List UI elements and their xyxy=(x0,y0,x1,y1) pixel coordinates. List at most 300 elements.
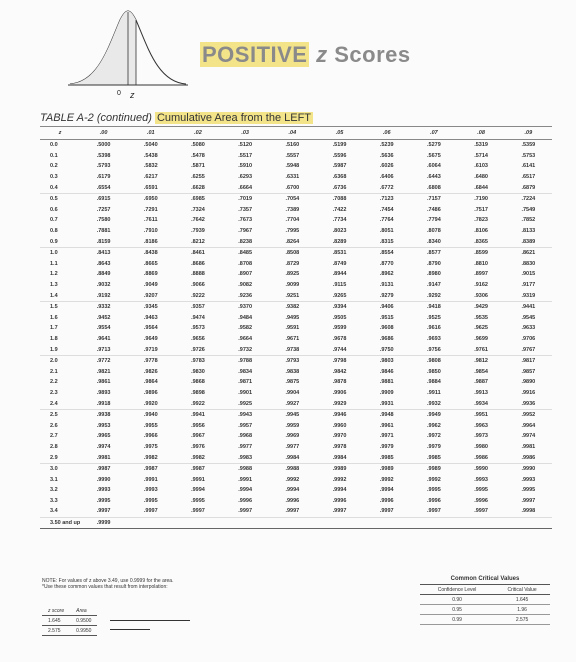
area-cell: .8508 xyxy=(285,250,300,257)
area-cell: .9761 xyxy=(458,344,505,355)
table-row xyxy=(40,431,552,442)
area-cell: .9332 xyxy=(96,304,111,311)
area-cell: .9846 xyxy=(379,368,394,375)
area-cell xyxy=(316,517,363,529)
z-value-cell: 0.7 xyxy=(50,217,58,224)
column-header: .04 xyxy=(269,127,316,140)
area-cell: .8621 xyxy=(521,250,536,257)
area-cell: .9934 xyxy=(458,398,505,409)
area-cell: .9222 xyxy=(174,290,221,301)
area-cell: .9936 xyxy=(505,398,552,409)
area-cell: .9997 xyxy=(363,506,410,517)
table-row xyxy=(40,236,552,247)
area-cell: .8708 xyxy=(238,260,253,267)
area-cell: .9925 xyxy=(222,398,269,409)
area-cell: .8340 xyxy=(410,236,457,247)
z-value-cell: 2.9 xyxy=(40,452,80,463)
area-cell: .9279 xyxy=(363,290,410,301)
area-cell: .5987 xyxy=(332,163,347,170)
area-cell: .9979 xyxy=(379,443,394,450)
area-cell: .8869 xyxy=(143,271,158,278)
area-cell: .9971 xyxy=(379,433,394,440)
area-cell xyxy=(127,517,174,529)
heading-z: z xyxy=(316,42,328,67)
interp-cell: 0.9500 xyxy=(70,616,97,626)
area-cell: .9941 xyxy=(191,412,205,419)
area-cell: .9554 xyxy=(96,325,111,332)
area-cell: .9995 xyxy=(521,487,536,494)
note-line-1: NOTE: For values of z above 3.49, use 0.9999 for the area. xyxy=(42,578,174,584)
area-cell: .5636 xyxy=(379,152,394,159)
area-cell: .8686 xyxy=(191,260,205,267)
area-cell: .7054 xyxy=(285,196,300,203)
area-cell: .9916 xyxy=(521,389,536,396)
area-cell: .8186 xyxy=(127,236,174,247)
area-cell: .7852 xyxy=(521,217,536,224)
area-cell: .9951 xyxy=(474,412,488,419)
area-cell xyxy=(410,517,457,529)
z-value-cell: 2.3 xyxy=(50,389,58,396)
critical-values-table xyxy=(420,584,550,625)
area-cell: .7357 xyxy=(238,206,253,213)
area-cell: .8315 xyxy=(363,236,410,247)
ccv-row xyxy=(420,605,550,615)
area-cell: .8413 xyxy=(96,250,111,257)
area-cell: .6808 xyxy=(410,182,457,193)
area-cell: .9162 xyxy=(474,282,488,289)
area-cell: .6772 xyxy=(363,182,410,193)
table-row xyxy=(40,313,552,324)
area-cell: .5000 xyxy=(96,142,111,149)
area-cell: .9949 xyxy=(427,412,441,419)
area-cell: .8849 xyxy=(96,271,111,278)
column-header: .03 xyxy=(222,127,269,140)
area-cell: .7019 xyxy=(238,196,253,203)
area-cell: .8980 xyxy=(427,271,441,278)
area-cell: .9984 xyxy=(316,452,363,463)
column-header: .08 xyxy=(458,127,505,140)
area-cell: .9767 xyxy=(505,344,552,355)
area-cell: .9484 xyxy=(238,314,253,321)
area-cell: .9959 xyxy=(285,422,300,429)
table-row xyxy=(40,140,552,151)
z-value-cell: 2.4 xyxy=(40,398,80,409)
area-cell: .9988 xyxy=(238,466,253,473)
area-cell: .9573 xyxy=(191,325,205,332)
area-cell: .7580 xyxy=(96,217,111,224)
area-cell: .9909 xyxy=(379,389,394,396)
area-cell: .9875 xyxy=(285,379,300,386)
z-value-cell: 1.3 xyxy=(50,282,58,289)
area-cell: .9974 xyxy=(521,433,536,440)
area-cell: .9997 xyxy=(127,506,174,517)
table-row xyxy=(40,226,552,237)
z-table-header-row xyxy=(40,127,552,140)
column-header: .00 xyxy=(80,127,127,140)
area-cell: .8770 xyxy=(379,260,394,267)
area-cell: .7939 xyxy=(191,228,205,235)
note-line-2: *Use these common values that result from interpolation: xyxy=(42,584,168,590)
table-row xyxy=(40,452,552,463)
area-cell: .9441 xyxy=(521,304,536,311)
area-cell: .8365 xyxy=(458,236,505,247)
area-cell: .9931 xyxy=(363,398,410,409)
area-cell: .9686 xyxy=(379,335,394,342)
area-cell: .8554 xyxy=(379,250,394,257)
area-cell: .6293 xyxy=(238,174,253,181)
area-cell: .9236 xyxy=(222,290,269,301)
z-value-cell: 3.1 xyxy=(50,476,58,483)
z-value-cell: 2.1 xyxy=(50,368,58,375)
area-cell: .7764 xyxy=(379,217,394,224)
z-value-cell: 1.7 xyxy=(50,325,58,332)
area-cell: .9896 xyxy=(143,389,158,396)
area-cell: .6879 xyxy=(505,182,552,193)
area-cell: .9996 xyxy=(379,497,394,504)
area-cell: .9649 xyxy=(143,335,158,342)
area-cell: .7517 xyxy=(474,206,488,213)
area-cell: .9633 xyxy=(521,325,536,332)
table-row xyxy=(40,506,552,517)
area-cell: .7611 xyxy=(144,217,158,224)
z-value-cell: 3.0 xyxy=(50,466,58,473)
interp-cell: 1.645 xyxy=(42,616,70,626)
area-cell: .7549 xyxy=(521,206,536,213)
table-row xyxy=(40,323,552,334)
area-cell: .9966 xyxy=(143,433,158,440)
table-row xyxy=(40,280,552,291)
area-cell: .5319 xyxy=(474,142,488,149)
area-cell: .7642 xyxy=(191,217,205,224)
area-cell: .9887 xyxy=(474,379,488,386)
ccv-row xyxy=(420,615,550,625)
area-cell: .5239 xyxy=(379,142,394,149)
area-cell: .9207 xyxy=(127,290,174,301)
area-cell: .9998 xyxy=(505,506,552,517)
area-cell: .8289 xyxy=(316,236,363,247)
area-cell: .9995 xyxy=(427,487,441,494)
area-cell: .9993 xyxy=(143,487,158,494)
area-cell: .9656 xyxy=(191,335,205,342)
area-cell: .9854 xyxy=(474,368,488,375)
z-value-cell: 0.9 xyxy=(40,236,80,247)
area-cell: .6443 xyxy=(427,174,441,181)
table-row xyxy=(40,151,552,162)
area-cell: .7088 xyxy=(332,196,347,203)
area-cell: .6700 xyxy=(269,182,316,193)
area-cell: .9982 xyxy=(174,452,221,463)
area-cell: .9357 xyxy=(191,304,205,311)
area-cell: .8461 xyxy=(191,250,205,257)
area-cell: .8907 xyxy=(238,271,253,278)
area-cell: .9960 xyxy=(332,422,347,429)
area-cell: .9452 xyxy=(96,314,111,321)
area-cell: .8729 xyxy=(285,260,300,267)
area-cell: .9564 xyxy=(143,325,158,332)
table-row xyxy=(40,344,552,355)
ccv-header-critical: Critical Value xyxy=(494,585,550,595)
area-cell: .9922 xyxy=(174,398,221,409)
area-cell: .9977 xyxy=(238,443,253,450)
area-cell: .9956 xyxy=(191,422,205,429)
area-cell: .9884 xyxy=(427,379,441,386)
area-cell: .9992 xyxy=(285,476,300,483)
area-cell: .8264 xyxy=(269,236,316,247)
area-cell: .9996 xyxy=(427,497,441,504)
area-cell: .8962 xyxy=(379,271,394,278)
ccv-cell: 2.575 xyxy=(494,615,550,625)
area-cell: .9608 xyxy=(379,325,394,332)
area-cell: .6217 xyxy=(143,174,158,181)
area-cell: .5596 xyxy=(332,152,347,159)
table-title-highlight: Cumulative Area from the LEFT xyxy=(156,112,312,124)
area-cell: .9994 xyxy=(285,487,300,494)
area-cell: .5080 xyxy=(191,142,205,149)
area-cell: .9406 xyxy=(379,304,394,311)
z-value-cell: 1.8 xyxy=(50,335,58,342)
area-cell: .7291 xyxy=(143,206,158,213)
table-row xyxy=(40,172,552,183)
area-cell: .7454 xyxy=(379,206,394,213)
area-cell: .7673 xyxy=(238,217,253,224)
interp-row xyxy=(42,626,97,636)
area-cell: .9878 xyxy=(332,379,347,386)
area-cell: .9177 xyxy=(521,282,536,289)
area-cell: .9495 xyxy=(285,314,300,321)
ccv-cell: 1.645 xyxy=(494,595,550,605)
area-cell: .9973 xyxy=(474,433,488,440)
area-cell: .8944 xyxy=(332,271,347,278)
area-cell: .5557 xyxy=(285,152,300,159)
area-cell: .8599 xyxy=(474,250,488,257)
area-cell: .9082 xyxy=(238,282,253,289)
table-row xyxy=(40,161,552,172)
area-cell: .6736 xyxy=(316,182,363,193)
heading-scores: Scores xyxy=(334,42,411,67)
area-cell: .9292 xyxy=(410,290,457,301)
z-value-cell: 0.3 xyxy=(50,174,58,181)
area-cell: .9671 xyxy=(285,335,300,342)
area-cell: .9938 xyxy=(96,412,111,419)
column-header: .01 xyxy=(127,127,174,140)
area-cell: .8212 xyxy=(174,236,221,247)
interpolation-table xyxy=(42,606,97,636)
interp-arrow-2 xyxy=(110,629,150,630)
area-cell: .9997 xyxy=(316,506,363,517)
area-cell: .9429 xyxy=(474,304,488,311)
area-cell: .9474 xyxy=(191,314,205,321)
area-cell: .9969 xyxy=(285,433,300,440)
area-cell: .7422 xyxy=(332,206,347,213)
area-cell: .9699 xyxy=(474,335,488,342)
area-cell: .7324 xyxy=(191,206,205,213)
area-cell: .6255 xyxy=(191,174,205,181)
area-cell: .5910 xyxy=(238,163,253,170)
table-row xyxy=(40,388,552,399)
table-row xyxy=(40,193,552,204)
area-cell: .9963 xyxy=(474,422,488,429)
area-cell: .9857 xyxy=(521,368,536,375)
table-row xyxy=(40,182,552,193)
area-cell: .9967 xyxy=(191,433,205,440)
area-cell: .9726 xyxy=(174,344,221,355)
area-cell: .6026 xyxy=(379,163,394,170)
area-cell: .7967 xyxy=(238,228,253,235)
area-cell: .9778 xyxy=(143,358,158,365)
z-value-cell: 1.9 xyxy=(40,344,80,355)
area-cell: .9997 xyxy=(410,506,457,517)
area-cell: .9996 xyxy=(332,497,347,504)
area-cell: .9893 xyxy=(96,389,111,396)
area-cell: .9066 xyxy=(191,282,205,289)
area-cell: .7881 xyxy=(96,228,111,235)
area-cell: .6591 xyxy=(127,182,174,193)
area-cell: .9678 xyxy=(332,335,347,342)
area-cell: .6664 xyxy=(222,182,269,193)
area-cell: .9985 xyxy=(363,452,410,463)
area-cell: .9953 xyxy=(96,422,111,429)
area-cell: .9997 xyxy=(222,506,269,517)
area-cell: .7823 xyxy=(474,217,488,224)
area-cell: .9943 xyxy=(238,412,253,419)
column-header: .05 xyxy=(316,127,363,140)
z-value-cell: 0.2 xyxy=(50,163,58,170)
area-cell: .9990 xyxy=(474,466,488,473)
z-value-cell: 3.4 xyxy=(40,506,80,517)
area-cell: .9545 xyxy=(521,314,536,321)
area-cell: .9732 xyxy=(222,344,269,355)
area-cell: .5478 xyxy=(191,152,205,159)
area-cell: .6368 xyxy=(332,174,347,181)
area-cell: .9641 xyxy=(96,335,111,342)
area-cell: .5120 xyxy=(238,142,253,149)
area-cell: .8485 xyxy=(238,250,253,257)
area-cell: .8438 xyxy=(143,250,158,257)
z-value-cell: 0.4 xyxy=(40,182,80,193)
area-cell xyxy=(363,517,410,529)
area-cell: .9463 xyxy=(143,314,158,321)
z-value-cell: 2.6 xyxy=(50,422,58,429)
ccv-cell: 0.90 xyxy=(420,595,494,605)
area-cell: .5040 xyxy=(143,142,158,149)
area-cell: .9616 xyxy=(427,325,441,332)
ccv-row xyxy=(420,595,550,605)
area-cell: .6950 xyxy=(143,196,158,203)
z-value-cell: 3.2 xyxy=(50,487,58,494)
ccv-cell: 1.96 xyxy=(494,605,550,615)
z-value-cell: 1.5 xyxy=(50,304,58,311)
area-cell: .9945 xyxy=(285,412,300,419)
area-cell: .9975 xyxy=(143,443,158,450)
area-cell: .9535 xyxy=(474,314,488,321)
area-cell: .9987 xyxy=(191,466,205,473)
z-value-cell: 0.5 xyxy=(50,196,58,203)
area-cell: .9997 xyxy=(521,497,536,504)
area-cell: .7389 xyxy=(285,206,300,213)
area-cell: .9838 xyxy=(285,368,300,375)
area-cell: .9983 xyxy=(222,452,269,463)
area-cell xyxy=(458,517,505,529)
area-cell: .9864 xyxy=(143,379,158,386)
area-cell xyxy=(269,517,316,529)
area-cell: .6103 xyxy=(474,163,488,170)
area-cell: .9830 xyxy=(191,368,205,375)
area-cell: .9868 xyxy=(191,379,205,386)
area-cell xyxy=(174,517,221,529)
area-cell: .9881 xyxy=(379,379,394,386)
area-cell: .9591 xyxy=(285,325,300,332)
z-value-cell: 2.7 xyxy=(50,433,58,440)
interp-header-area: Area xyxy=(70,606,97,616)
area-cell: .9803 xyxy=(379,358,394,365)
area-cell: .6141 xyxy=(521,163,536,170)
area-cell: .9842 xyxy=(332,368,347,375)
area-cell: .5753 xyxy=(521,152,536,159)
area-cell: .9599 xyxy=(332,325,347,332)
interp-cell: 0.9950 xyxy=(70,626,97,636)
area-cell: .9812 xyxy=(474,358,488,365)
area-cell: .9582 xyxy=(238,325,253,332)
area-cell: .9306 xyxy=(458,290,505,301)
area-cell: .9997 xyxy=(269,506,316,517)
area-cell: .8997 xyxy=(474,271,488,278)
z-value-cell: 0.8 xyxy=(50,228,58,235)
table-row xyxy=(40,205,552,216)
area-cell: .8106 xyxy=(474,228,488,235)
area-cell: .9871 xyxy=(238,379,253,386)
z-value-cell: 1.6 xyxy=(50,314,58,321)
column-header-z: z xyxy=(40,127,80,140)
table-row xyxy=(40,496,552,507)
area-cell: .8830 xyxy=(521,260,536,267)
area-cell: .9994 xyxy=(332,487,347,494)
area-cell: .9981 xyxy=(521,443,536,450)
table-row xyxy=(40,269,552,280)
table-row xyxy=(40,334,552,345)
area-cell xyxy=(505,517,552,529)
area-cell: .9988 xyxy=(285,466,300,473)
area-cell: .9974 xyxy=(96,443,111,450)
area-cell: .9989 xyxy=(332,466,347,473)
area-cell: .5359 xyxy=(521,142,536,149)
area-cell xyxy=(222,517,269,529)
table-row xyxy=(40,398,552,409)
area-cell: .9929 xyxy=(316,398,363,409)
area-cell: .7123 xyxy=(379,196,394,203)
area-cell: .9965 xyxy=(96,433,111,440)
area-cell: .9131 xyxy=(379,282,394,289)
area-cell: .9979 xyxy=(427,443,441,450)
area-cell: .9515 xyxy=(379,314,394,321)
area-cell: .9147 xyxy=(427,282,441,289)
table-title xyxy=(40,112,313,124)
column-header: .02 xyxy=(174,127,221,140)
area-cell: .6554 xyxy=(80,182,127,193)
area-cell: .9986 xyxy=(458,452,505,463)
area-cell: .9032 xyxy=(96,282,111,289)
area-cell: .9993 xyxy=(474,476,488,483)
ccv-cell: 0.95 xyxy=(420,605,494,615)
area-cell: .9987 xyxy=(143,466,158,473)
area-cell: .8749 xyxy=(332,260,347,267)
z-score-table xyxy=(40,126,552,529)
area-cell: .7910 xyxy=(143,228,158,235)
z-value-cell: 2.0 xyxy=(50,358,58,365)
area-cell: .9826 xyxy=(143,368,158,375)
area-cell: .9985 xyxy=(410,452,457,463)
area-cell: .9990 xyxy=(521,466,536,473)
area-cell: .9994 xyxy=(379,487,394,494)
